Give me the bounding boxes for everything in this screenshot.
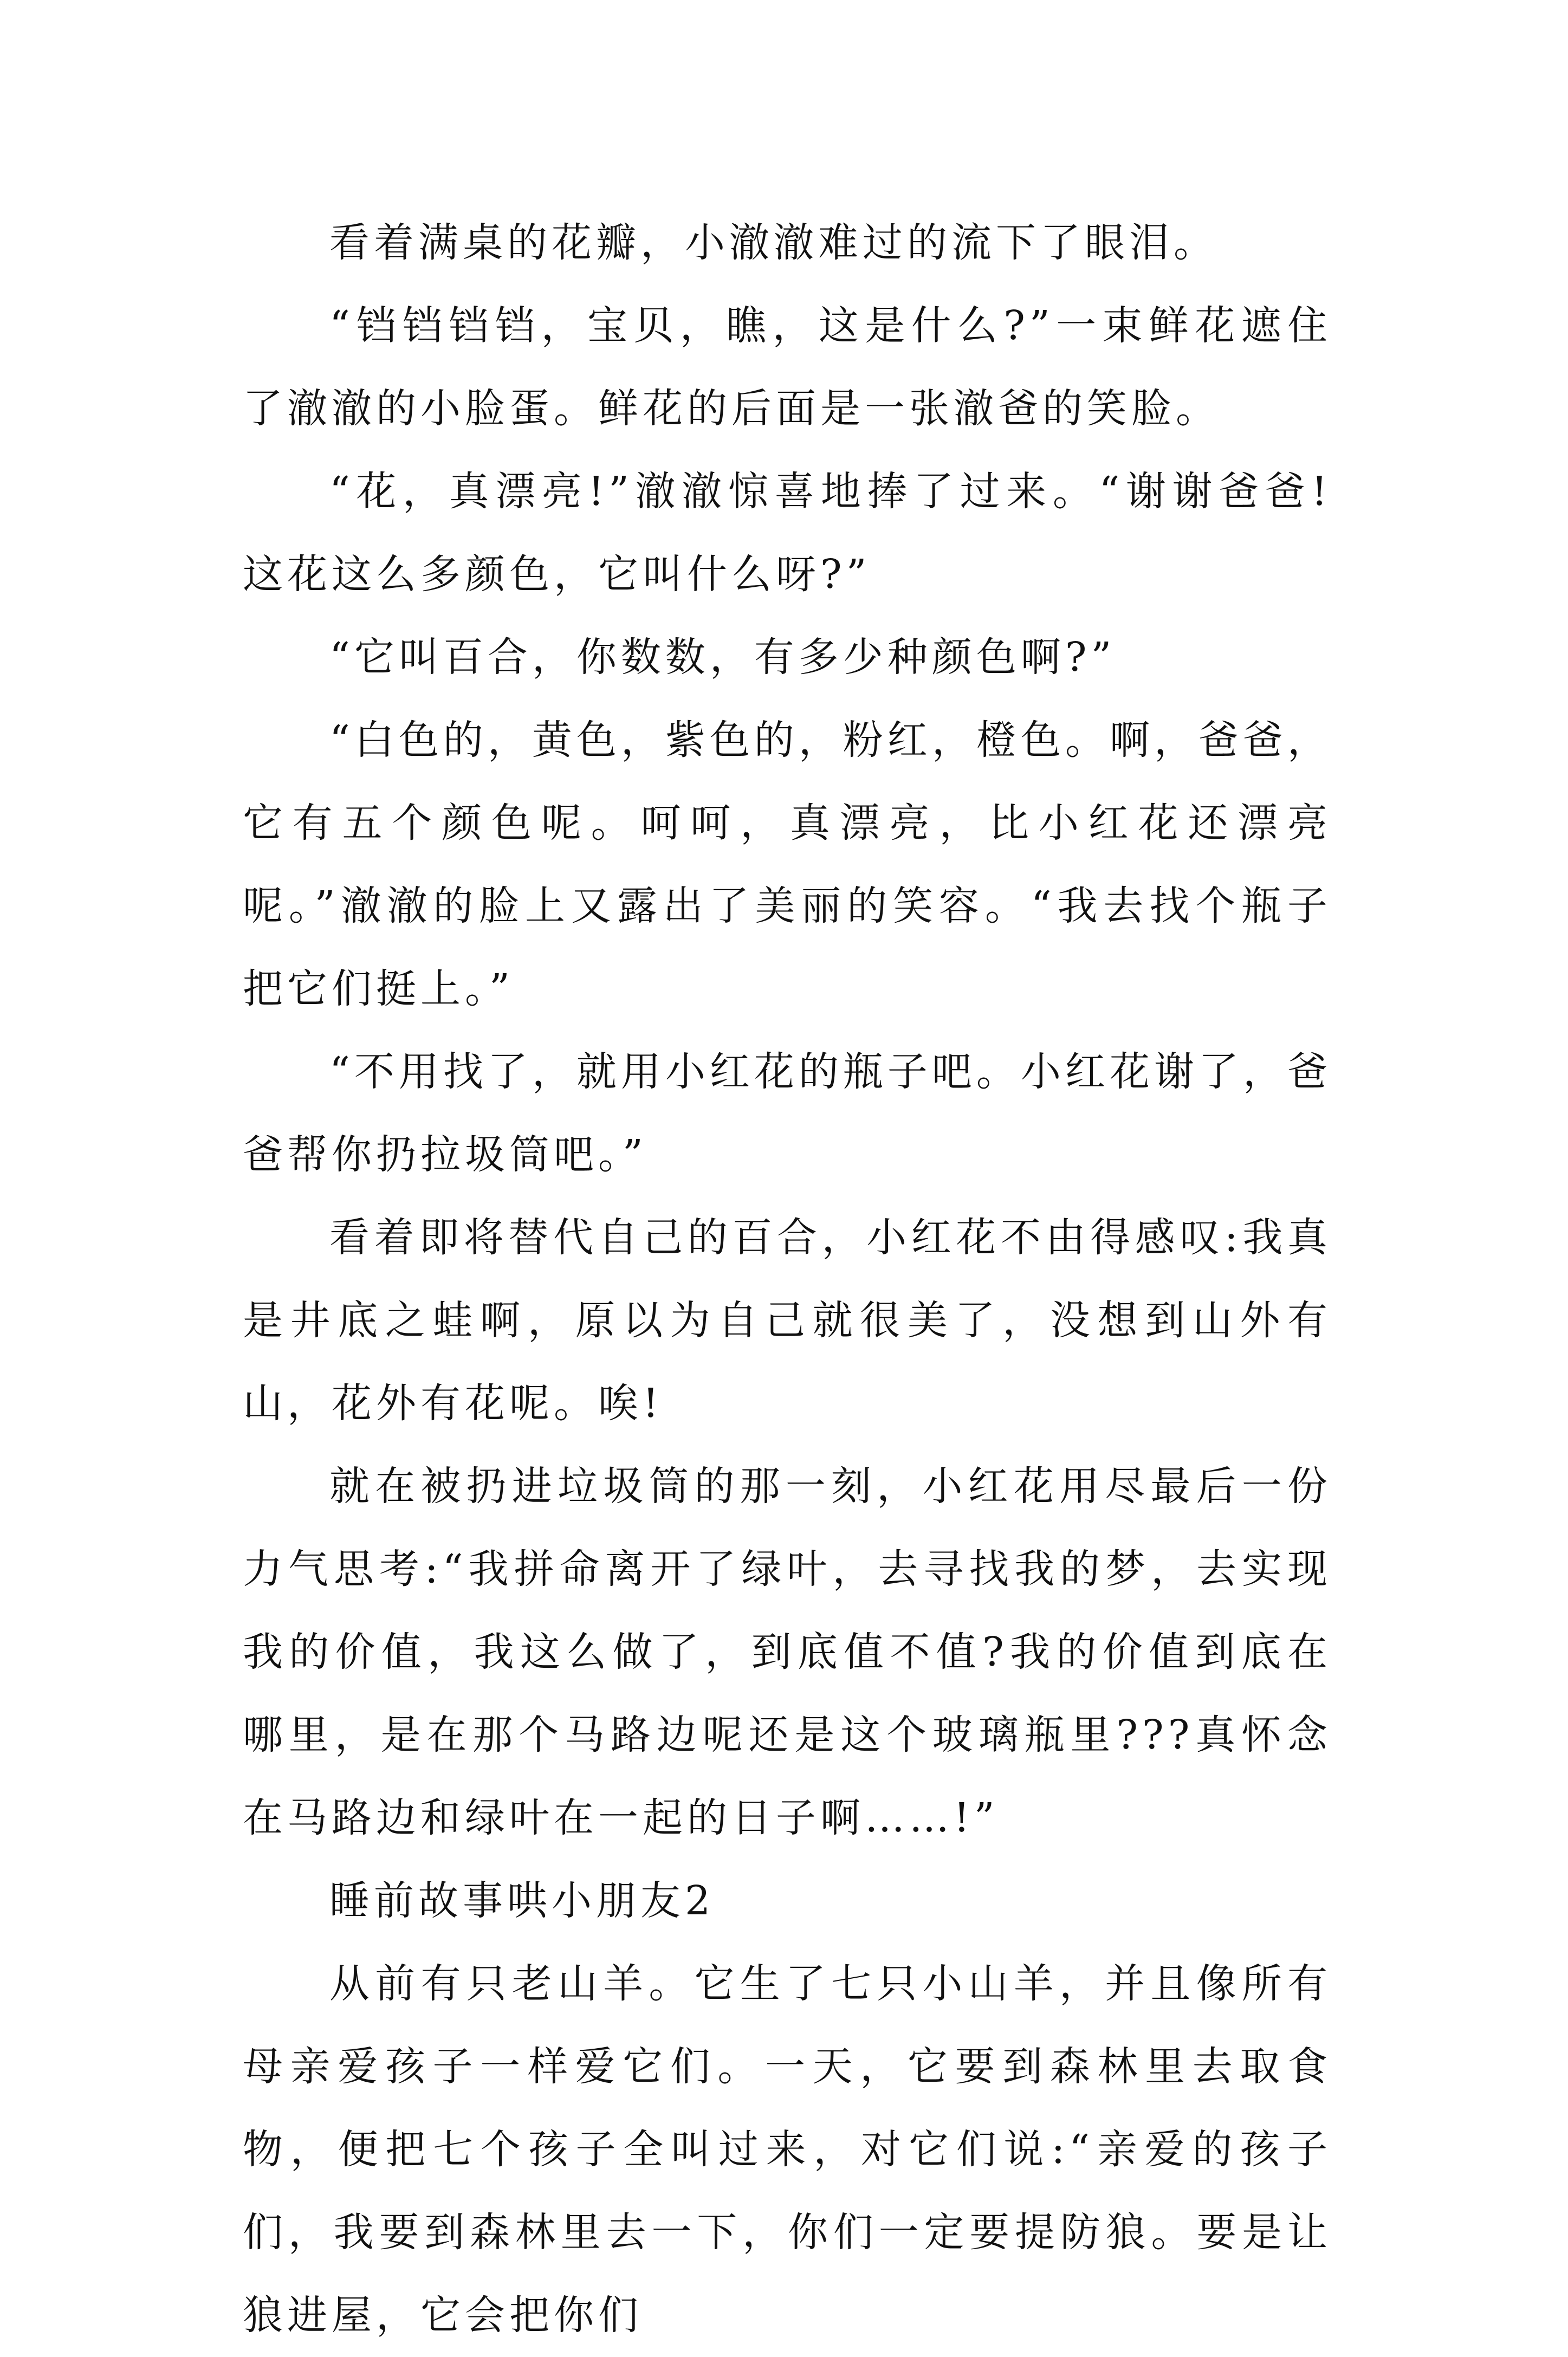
paragraph: 看着满桌的花瓣，小澈澈难过的流下了眼泪。: [329, 219, 1218, 266]
paragraph: 从前有只老山羊。它生了七只小山羊，并且像所有母亲爱孩子一样爱它们。一天，它要到森林里去取食物，便把七个孩子全叫过来，对它们说:“亲爱的孩子们，我要到森林里去一下，你们一定要提防狼。要是让狼进屋，它会把你们: [243, 1960, 1332, 2339]
paragraph: 看着即将替代自己的百合，小红花不由得感叹:我真是井底之蛙啊，原以为自己就很美了，没想到山外有山，花外有花呢。唉!: [243, 1214, 1332, 1427]
paragraph: “不用找了，就用小红花的瓶子吧。小红花谢了，爸爸帮你扔拉圾筒吧。”: [243, 1048, 1332, 1178]
paragraph: “白色的，黄色，紫色的，粉红，橙色。啊，爸爸，它有五个颜色呢。呵呵，真漂亮，比小红花还漂亮呢。”澈澈的脸上又露出了美丽的笑容。“我去找个瓶子把它们挺上。”: [243, 717, 1332, 1012]
paragraph: “它叫百合，你数数，有多少种颜色啊?”: [329, 634, 1116, 681]
document-body: [243, 202, 1332, 2357]
section-heading: 睡前故事哄小朋友2: [329, 1877, 715, 1924]
paragraph: “花，真漂亮!”澈澈惊喜地捧了过来。“谢谢爸爸!这花这么多颜色，它叫什么呀?”: [243, 468, 1332, 598]
paragraph: 就在被扔进垃圾筒的那一刻，小红花用尽最后一份力气思考:“我拼命离开了绿叶，去寻找我的梦，去实现我的价值，我这么做了，到底值不值?我的价值到底在哪里，是在那个马路边呢还是这个玻璃瓶里???真怀念在马路边和绿叶在一起的日子啊……!”: [243, 1463, 1332, 1841]
paragraph: “铛铛铛铛，宝贝，瞧，这是什么?”一束鲜花遮住了澈澈的小脸蛋。鲜花的后面是一张澈爸的笑脸。: [243, 302, 1332, 432]
